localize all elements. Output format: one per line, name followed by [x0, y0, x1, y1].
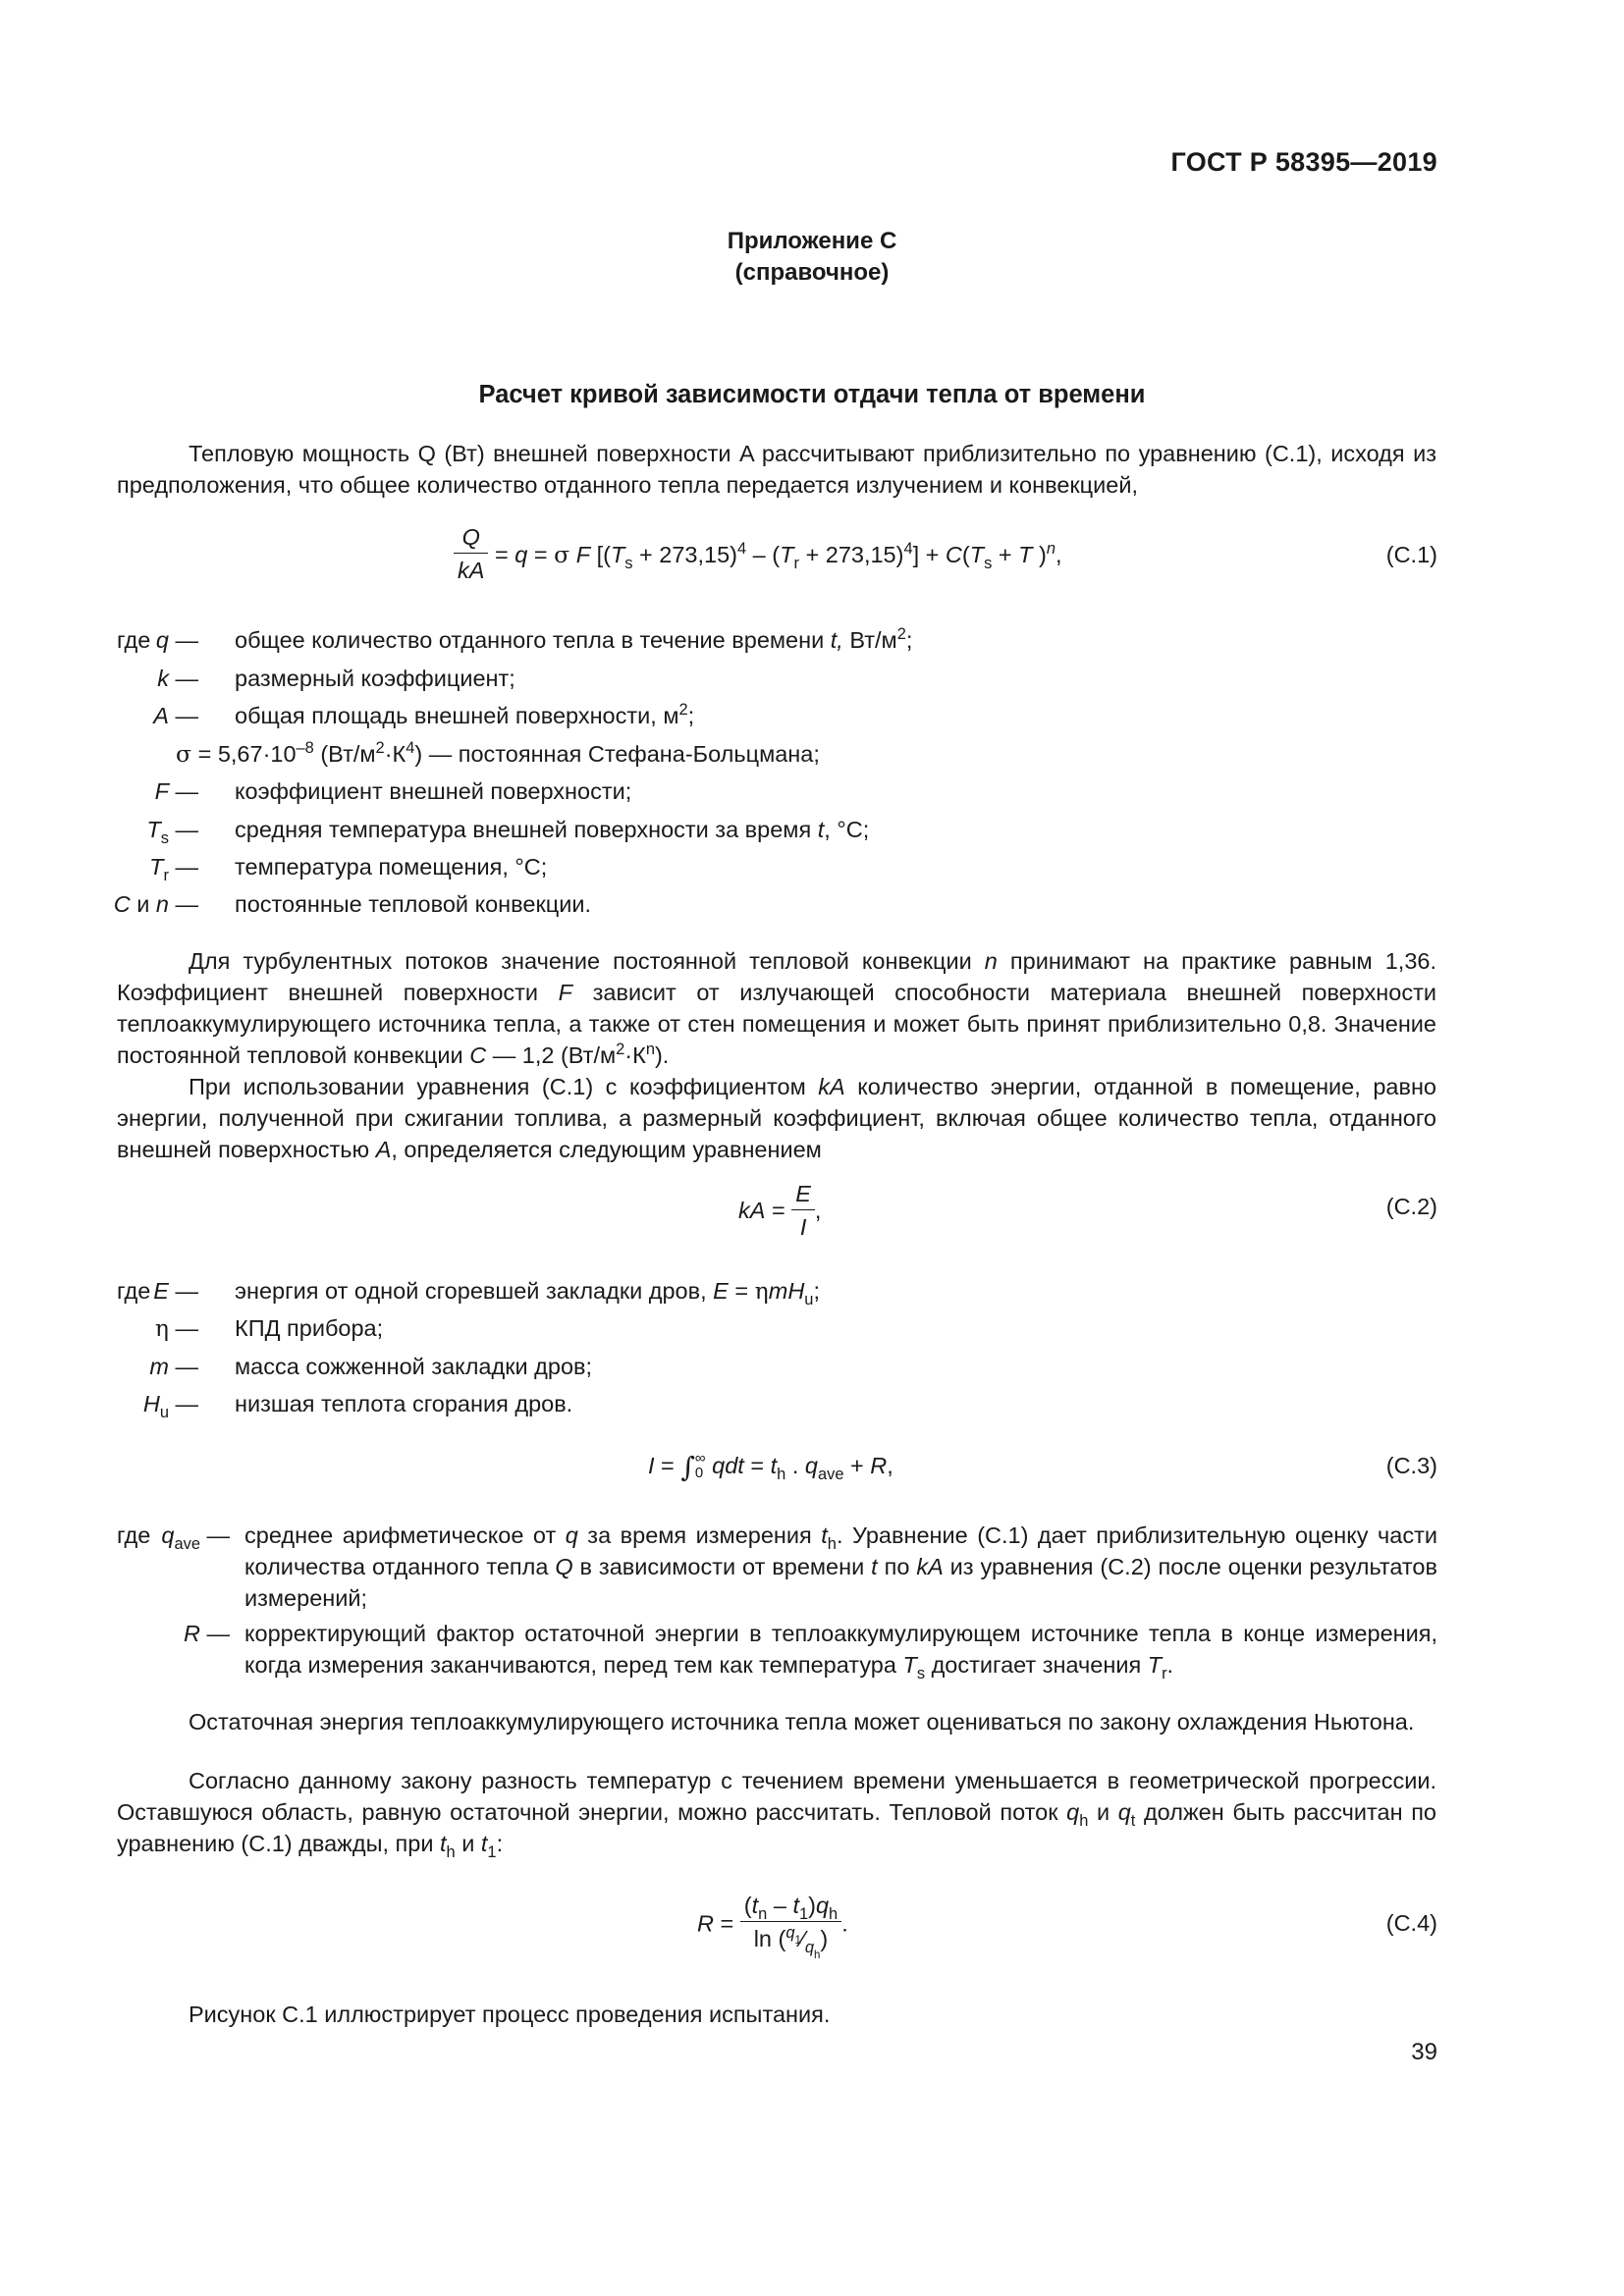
page-number: 39 [1411, 2039, 1437, 2065]
annex-kind: (справочное) [734, 259, 890, 286]
def-description: средняя температура внешней поверхности за время t, °С; [235, 817, 870, 842]
def-symbol: $T_s$ — [146, 817, 198, 847]
def-description: энергия от одной сгоревшей закладки дров, E = ηmH$_u$; [235, 1277, 820, 1308]
annex-heading [0, 226, 1624, 289]
def-symbol: $H_u$ — [142, 1391, 198, 1421]
document-header: ГОСТ Р 58395—2019 [1170, 147, 1437, 177]
fraction-q-over-ka: $\frac{Q}{kA}$ [454, 524, 488, 584]
equation-c2: kA = $\frac{E}{I}$ , [738, 1181, 822, 1240]
fraction-e-over-i: $\frac{E}{I}$ [791, 1181, 815, 1241]
paragraph-3: При использовании уравнения (С.1) с коэффициентом kA количество энергии, отданной в помещение, равно энергии, полученной при сжигании топлива, а размерный коэффициент, включая общее количество тепла, отданного внешней поверхностью A, определяется следующим уравнением [117, 1074, 1436, 1162]
def-symbol: η — [154, 1314, 198, 1342]
def-description: низшая теплота сгорания дров. [235, 1391, 573, 1416]
paragraph-5: Согласно данному закону разность температур с течением времени уменьшается в геометрической прогрессии. Оставшуюся область, равную остаточной энергии, можно рассчитать. Тепловой поток $q_h$ и $q_t$ должен быть рассчитан по уравнению (С.1) дважды, при $t_h$ и $t_1$: [117, 1768, 1436, 1861]
equation-c3-number: (С.3) [1385, 1453, 1437, 1478]
def-symbol: q — [155, 627, 198, 653]
def-description: общая площадь внешней поверхности, $м^2$; [235, 701, 695, 728]
def-description: размерный коэффициент; [235, 666, 515, 691]
equation-c4-number: (С.4) [1385, 1910, 1437, 1936]
def-symbol: $T_r$ — [149, 854, 198, 884]
def-symbol: $q_{ave}$ — [161, 1522, 230, 1553]
def-symbol: C и n — [113, 891, 198, 917]
def-description: КПД прибора; [235, 1315, 384, 1341]
paragraph-4: Остаточная энергия теплоаккумулирующего источника тепла может оцениваться по закону охлаждения Ньютона. [189, 1709, 1415, 1735]
def-symbol: k — [157, 666, 198, 691]
def-symbol: E — [153, 1278, 198, 1304]
equation-c4: R = $\frac{(t_n - t_1)q_h}{\ln (^{q_1}⁄_{q_h})}$ . [697, 1893, 848, 1961]
equation-c2-number: (С.2) [1385, 1194, 1437, 1219]
equation-c1-number: (С.1) [1385, 542, 1437, 567]
def-description: постоянные тепловой конвекции. [235, 891, 591, 917]
def-description: корректирующий фактор остаточной энергии в теплоаккумулирующем источнике тепла в конце измерения, когда измерения заканчиваются, перед тем как температура $T_s$ достигает значения $T_r$. [244, 1621, 1437, 1682]
annex-title: Приложение С [727, 228, 897, 254]
def-description: среднее арифметическое от q за время измерения $t_h$. Уравнение (С.1) дает приблизительную оценку части количества отданного тепла Q в зависимости от времени t по kA из уравнения (С.2) после оценки результатов измерений; [244, 1522, 1438, 1611]
equation-c1: $\frac{Q}{kA}$ = q = σ F $[(T_s + 273,15)^4 - (T_r + 273,15)^4] + C(T_s + T$ )$^n$, [454, 524, 1062, 584]
paragraph-2: Для турбулентных потоков значение постоянной тепловой конвекции n принимают на практике равным 1,36. Коэффициент внешней поверхности F зависит от излучающей способности материала внешней поверхности теплоаккумулирующего источника тепла, а также от стен помещения и может быть принят приблизительно 0,8. Значение постоянной тепловой конвекции C — 1,2 $(Вт/м^2\cdot К^n)$. [117, 948, 1436, 1068]
fraction-r: $\frac{(t_n - t_1)q_h}{\ln (^{q_1}⁄_{q_h})}$ [740, 1893, 841, 1955]
def-description: коэффициент внешней поверхности; [235, 778, 632, 804]
def-symbol: F — [154, 778, 198, 804]
def-symbol: m — [149, 1354, 198, 1379]
def-symbol: R — [183, 1621, 230, 1646]
section-title: Расчет кривой зависимости отдачи тепла от времени [478, 381, 1146, 408]
def-description: общее количество отданного тепла в течение времени t, $Вт/м^2$; [235, 625, 913, 653]
def-symbol: A — [153, 703, 198, 728]
paragraph-6: Рисунок С.1 иллюстрирует процесс проведения испытания. [189, 2002, 831, 2027]
def-description: температура помещения, °С; [235, 854, 548, 880]
equation-c3: I = ∫ ∞ 0 qdt = $t_h$ . $q_{ave} + R$, [648, 1450, 893, 1483]
where-label: где [117, 627, 151, 653]
def-description: масса сожженной закладки дров; [235, 1354, 593, 1379]
where-label: где [117, 1522, 151, 1548]
paragraph-1: Тепловую мощность Q (Вт) внешней поверхности A рассчитывают приблизительно по уравнению (С.1), исходя из предположения, что общее количество отданного тепла передается излучением и конвекцией, [117, 441, 1436, 498]
def-full-line: $\sigma = 5,67\cdot 10^{-8}$ $(Вт/м^2\cdot К^4)$ — постоянная Стефана-Больцмана; [176, 739, 820, 768]
where-label: где [117, 1278, 151, 1304]
